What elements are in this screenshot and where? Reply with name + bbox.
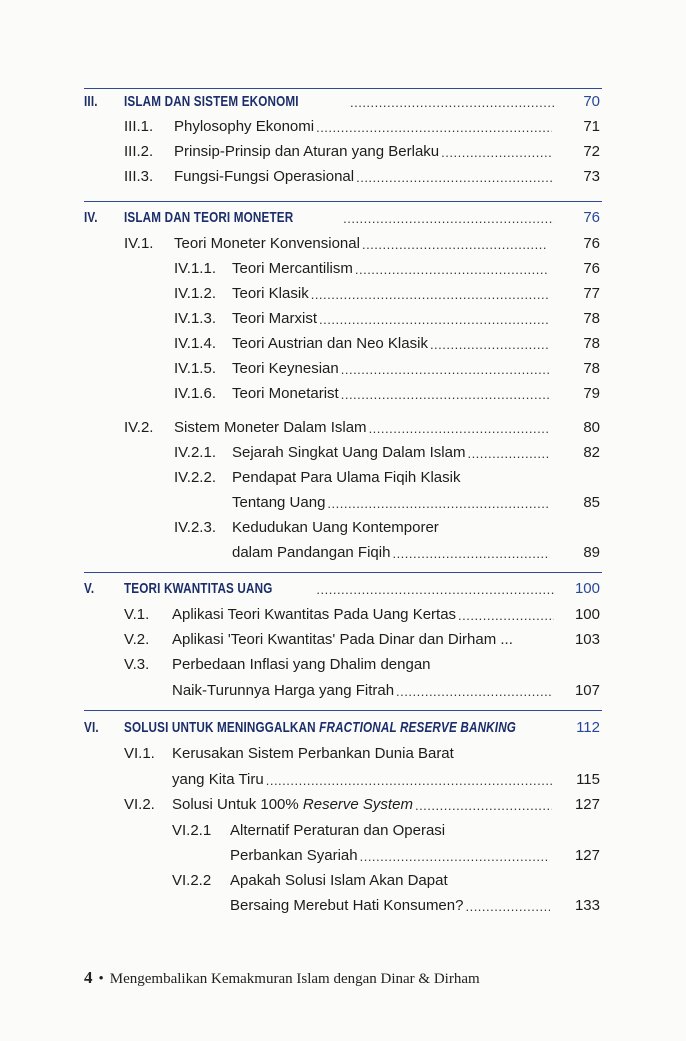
- section-title-italic: FRACTIONAL RESERVE BANKING: [319, 719, 517, 736]
- entry-title-line1: Kerusakan Sistem Perbankan Dunia Barat: [172, 745, 454, 762]
- entry-title-line1: Kedudukan Uang Kontemporer: [232, 519, 439, 536]
- toc-entry-iv-1-2[interactable]: [0, 278, 686, 302]
- toc-entry-iv-1-3[interactable]: [0, 303, 686, 327]
- entry-number: IV.1.6.: [174, 385, 216, 402]
- entry-number: IV.1.: [124, 235, 154, 252]
- toc-entry-iv-2-2-cont[interactable]: [0, 487, 686, 511]
- toc-entry-vi-1-cont[interactable]: [0, 764, 686, 788]
- toc-entry-iv-2-2[interactable]: [0, 462, 686, 486]
- entry-title: Sejarah Singkat Uang Dalam Islam .....: [232, 444, 550, 461]
- entry-title: Teori Keynesian .....: [232, 360, 550, 377]
- entry-title-line2: Naik-Turunnya Harga yang Fitrah .....: [172, 682, 552, 699]
- toc-entry-v-2[interactable]: [0, 624, 686, 648]
- toc-entry-iii-2[interactable]: [0, 136, 686, 160]
- page-footer: [84, 968, 480, 988]
- entry-title-line1: Perbedaan Inflasi yang Dhalim dengan: [172, 656, 431, 673]
- page-number: 127: [574, 796, 600, 813]
- footer-book-title: Mengembalikan Kemakmuran Islam dengan Dinar & Dirham: [109, 971, 480, 987]
- entry-number: IV.1.5.: [174, 360, 216, 377]
- toc-entry-iv-2-1[interactable]: [0, 437, 686, 461]
- entry-title-line1: Alternatif Peraturan dan Operasi: [230, 822, 446, 839]
- toc-entry-iv-2-3[interactable]: [0, 512, 686, 536]
- section-title: ISLAM DAN SISTEM EKONOMI .....: [124, 93, 554, 110]
- page-number: 77: [583, 285, 600, 302]
- entry-title-line2: Bersaing Merebut Hati Konsumen? .....: [230, 897, 550, 914]
- page-number: 115: [576, 771, 600, 788]
- page-number: 78: [583, 310, 600, 327]
- entry-title: Teori Klasik .....: [232, 285, 548, 302]
- entry-number: IV.2.3.: [174, 519, 216, 536]
- page-number: 100: [574, 580, 600, 597]
- entry-number: IV.2.2.: [174, 469, 216, 486]
- entry-title-line2: Tentang Uang .....: [232, 494, 550, 511]
- entry-title: Phylosophy Ekonomi .....: [174, 118, 552, 135]
- toc-entry-vi-2-2[interactable]: [0, 865, 686, 889]
- entry-title-line1: Apakah Solusi Islam Akan Dapat: [230, 872, 448, 889]
- toc-section-iii[interactable]: [0, 86, 686, 110]
- page-number: 71: [583, 118, 600, 135]
- section-title: TEORI KWANTITAS UANG .....: [124, 580, 554, 597]
- entry-number: VI.1.: [124, 745, 155, 762]
- toc-section-v[interactable]: [0, 573, 686, 597]
- page-number: 82: [583, 444, 600, 461]
- section-number: V.: [84, 580, 95, 597]
- toc-section-iv[interactable]: [0, 202, 686, 226]
- section-title: SOLUSI UNTUK MENINGGALKAN FRACTIONAL RESERVE BANKING: [124, 719, 517, 736]
- footer-page-number: 4: [84, 968, 93, 987]
- entry-title: Teori Moneter Konvensional .....: [174, 235, 548, 252]
- entry-title: Teori Marxist .....: [232, 310, 548, 327]
- toc-entry-vi-1[interactable]: [0, 738, 686, 762]
- toc-entry-vi-2[interactable]: [0, 789, 686, 813]
- entry-title: Teori Monetarist .....: [232, 385, 550, 402]
- page-number: 76: [583, 209, 600, 226]
- page-number: 89: [583, 544, 600, 561]
- entry-number: VI.2.2: [172, 872, 212, 889]
- page-number: 85: [583, 494, 600, 511]
- page-number: 70: [583, 93, 600, 110]
- toc-entry-iii-3[interactable]: [0, 161, 686, 185]
- page-number: 73: [583, 168, 600, 185]
- entry-number: VI.2.: [124, 796, 155, 813]
- entry-number: IV.2.1.: [174, 444, 216, 461]
- entry-number: VI.2.1: [172, 822, 212, 839]
- entry-number: V.1.: [124, 606, 150, 623]
- entry-title-line2: Perbankan Syariah .....: [230, 847, 550, 864]
- section-divider: [84, 710, 602, 711]
- entry-title: Fungsi-Fungsi Operasional .....: [174, 168, 552, 185]
- entry-number: IV.1.4.: [174, 335, 216, 352]
- entry-title: Aplikasi Teori Kwantitas Pada Uang Kertas .....: [172, 606, 554, 623]
- toc-entry-iv-1-4[interactable]: [0, 328, 686, 352]
- section-number: VI.: [84, 719, 99, 736]
- entry-title: Teori Austrian dan Neo Klasik .....: [232, 335, 548, 352]
- toc-entry-iv-1-6[interactable]: [0, 378, 686, 402]
- entry-number: V.3.: [124, 656, 150, 673]
- page-number: 103: [574, 631, 600, 648]
- toc-entry-iv-1-1[interactable]: [0, 253, 686, 277]
- page-number: 80: [583, 419, 600, 436]
- page-number: 112: [576, 719, 600, 736]
- page-number: 76: [583, 260, 600, 277]
- toc-entry-iv-2[interactable]: [0, 412, 686, 436]
- section-number: IV.: [84, 209, 98, 226]
- toc-entry-v-3[interactable]: [0, 649, 686, 673]
- entry-number: IV.1.2.: [174, 285, 216, 302]
- page-number: 72: [583, 143, 600, 160]
- page-number: 133: [574, 897, 600, 914]
- entry-title-line2: dalam Pandangan Fiqih .....: [232, 544, 550, 561]
- entry-title-line1: Pendapat Para Ulama Fiqih Klasik: [232, 469, 461, 486]
- page-number: 76: [583, 235, 600, 252]
- toc-section-vi[interactable]: [0, 712, 686, 736]
- toc-entry-vi-2-2-cont[interactable]: [0, 890, 686, 914]
- toc-entry-vi-2-1[interactable]: [0, 815, 686, 839]
- toc-entry-vi-2-1-cont[interactable]: [0, 840, 686, 864]
- entry-title: Aplikasi 'Teori Kwantitas' Pada Dinar dan Dirham ...: [172, 631, 513, 648]
- entry-title: Prinsip-Prinsip dan Aturan yang Berlaku .....: [174, 143, 552, 160]
- entry-title: Solusi Untuk 100% Reserve System .....: [172, 796, 552, 813]
- entry-number: V.2.: [124, 631, 150, 648]
- toc-entry-iv-2-3-cont[interactable]: [0, 537, 686, 561]
- footer-bullet: •: [98, 971, 104, 987]
- toc-entry-iv-1[interactable]: [0, 228, 686, 252]
- page-number: 107: [574, 682, 600, 699]
- section-number: III.: [84, 93, 98, 110]
- page-number: 100: [574, 606, 600, 623]
- toc-entry-v-1[interactable]: [0, 599, 686, 623]
- entry-number: III.1.: [124, 118, 154, 135]
- entry-number: IV.1.1.: [174, 260, 216, 277]
- entry-number: III.3.: [124, 168, 154, 185]
- entry-number: IV.1.3.: [174, 310, 216, 327]
- page-number: 127: [574, 847, 600, 864]
- page-number: 78: [583, 360, 600, 377]
- toc-entry-iii-1[interactable]: [0, 111, 686, 135]
- page-number: 79: [583, 385, 600, 402]
- entry-number: III.2.: [124, 143, 154, 160]
- section-title: ISLAM DAN TEORI MONETER .....: [124, 209, 554, 226]
- entry-title-italic: Reserve System: [302, 796, 413, 813]
- toc-entry-iv-1-5[interactable]: [0, 353, 686, 377]
- entry-number: IV.2.: [124, 419, 154, 436]
- page-number: 78: [583, 335, 600, 352]
- entry-title: Teori Mercantilism .....: [232, 260, 548, 277]
- entry-title: Sistem Moneter Dalam Islam .....: [174, 419, 550, 436]
- entry-title-line2: yang Kita Tiru .....: [172, 771, 552, 788]
- toc-entry-v-3-cont[interactable]: [0, 675, 686, 699]
